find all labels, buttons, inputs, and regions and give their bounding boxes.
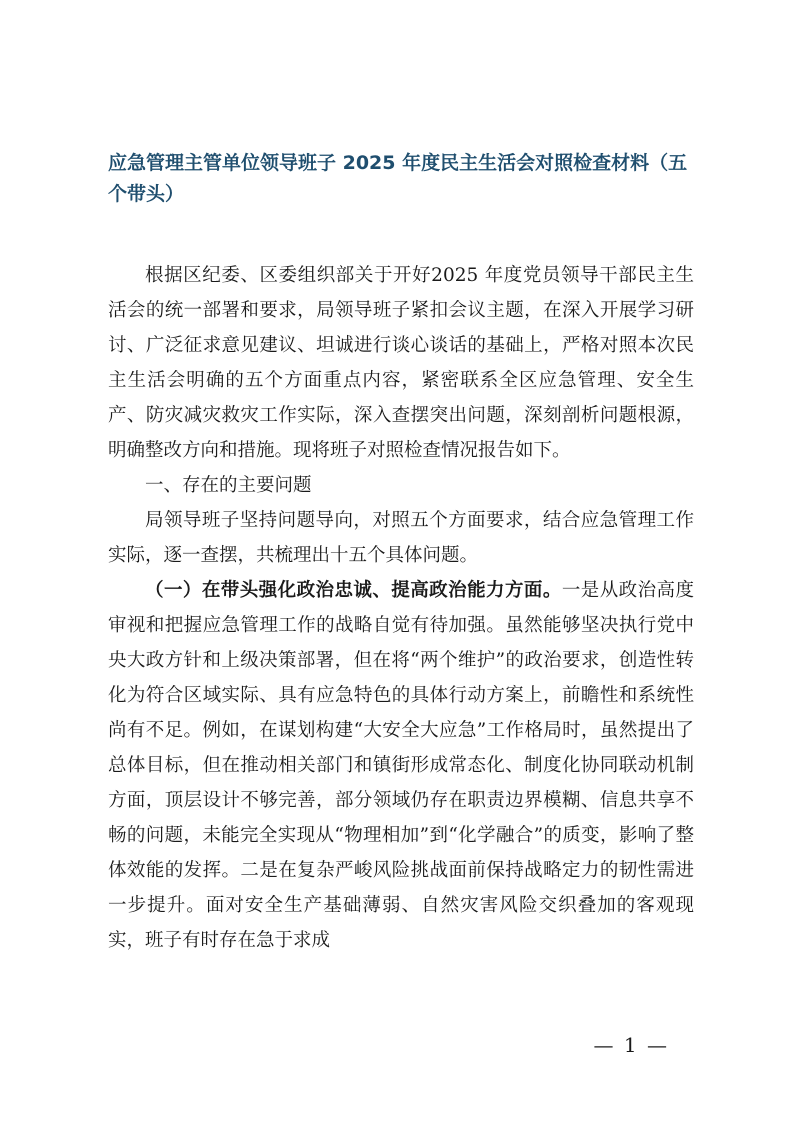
item-paragraph bbox=[108, 573, 694, 958]
page-number: — 1 — bbox=[593, 1033, 669, 1057]
item-lead: （一）在带头强化政治忠诚、提高政治能力方面。 bbox=[145, 580, 562, 601]
document-body bbox=[108, 258, 694, 958]
section-heading: 一、存在的主要问题 bbox=[145, 475, 312, 496]
document-title: 应急管理主管单位领导班子 2025 年度民主生活会对照检查材料（五个带头） bbox=[108, 152, 688, 205]
item-body: 一是从政治高度审视和把握应急管理工作的战略自觉有待加强。虽然能够坚决执行党中央大政方针和上级决策部署，但在将“两个维护”的政治要求，创造性转化为符合区域实际、具有应急特色的具体行动方案上，前瞻性和系统性尚有不足。例如，在谋划构建“大安全大应急”工作格局时，虽然提出了总体目标，但在推动相关部门和镇街形成常态化、制度化协同联动机制方面，顶层设计不够完善，部分领域仍存在职责边界模糊、信息共享不畅的问题，未能完全实现从“物理相加”到“化学融合”的质变，影响了整体效能的发挥。二是在复杂严峻风险挑战面前保持战略定力的韧性需进一步提升。面对安全生产基础薄弱、自然灾害风险交织叠加的客观现实，班子有时存在急于求成 bbox=[108, 580, 694, 951]
intro-paragraph: 根据区纪委、区委组织部关于开好2025 年度党员领导干部民主生活会的统一部署和要求，局领导班子紧扣会议主题，在深入开展学习研讨、广泛征求意见建议、坦诚进行谈心谈话的基础上，严格对照本次民主生活会明确的五个方面重点内容，紧密联系全区应急管理、安全生产、防灾减灾救灾工作实际，深入查摆突出问题，深刻剖析问题根源，明确整改方向和措施。现将班子对照检查情况报告如下。 bbox=[108, 265, 694, 461]
section-intro-paragraph: 局领导班子坚持问题导向，对照五个方面要求，结合应急管理工作实际，逐一查摆，共梳理出十五个具体问题。 bbox=[108, 510, 694, 566]
